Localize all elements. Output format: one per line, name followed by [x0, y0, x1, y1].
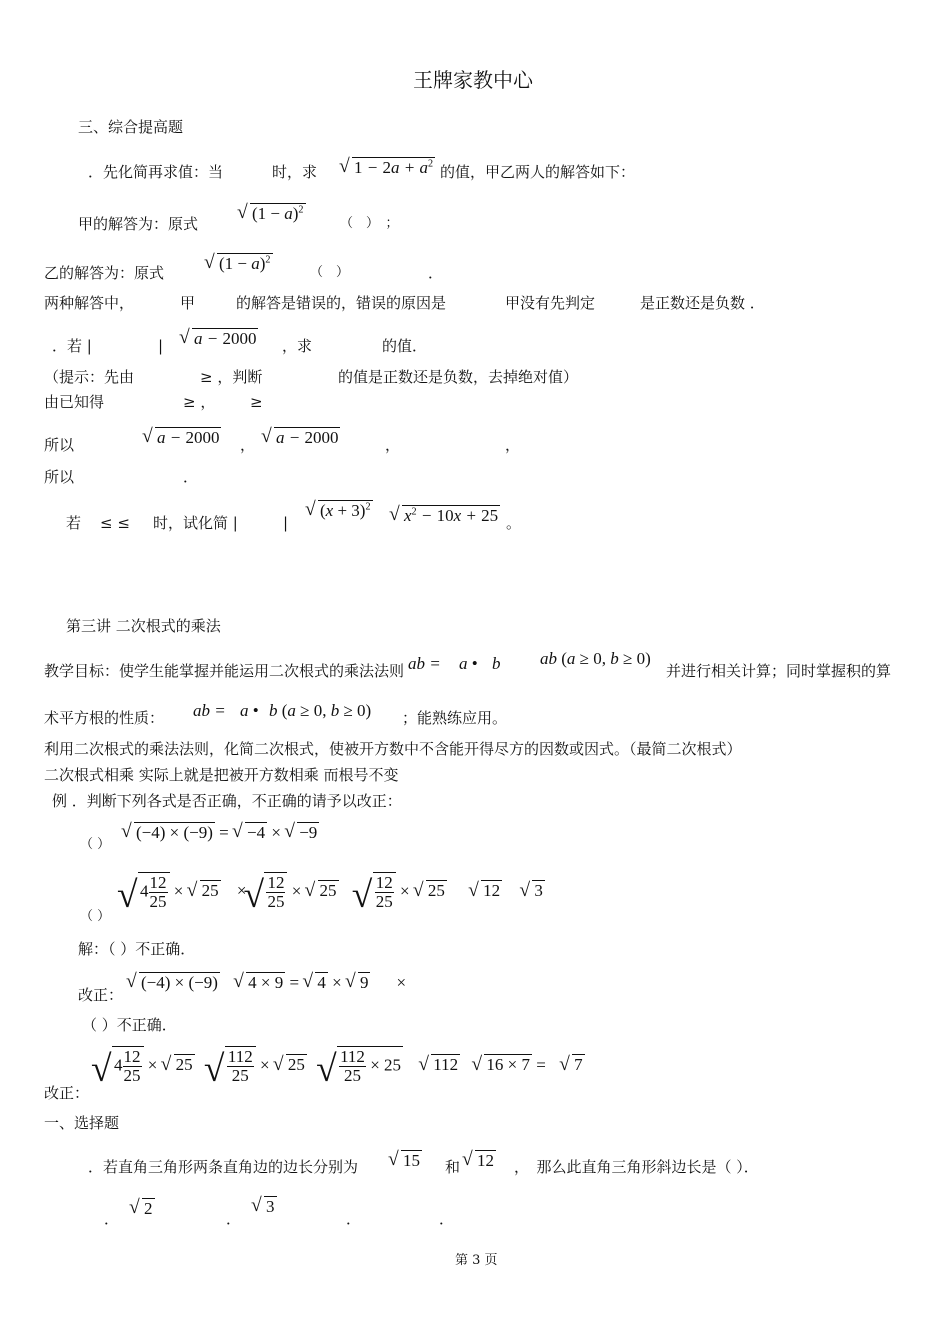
fix-label-1: 改正：	[78, 986, 124, 1004]
example-line: 例 ．判断下列各式是否正确，不正确的请予以改正：	[52, 792, 402, 810]
choice-heading: 一、选择题	[44, 1114, 120, 1132]
known-b: ≥ ，	[183, 393, 216, 411]
formula-sqrt-a-2000: √ a − 2000	[180, 328, 258, 347]
page-number: 第 3 页	[455, 1253, 498, 1268]
formula-sqrt-a-2000-b: √ a − 2000	[143, 427, 221, 446]
formula-jia: √ $(1 - a)^2$	[238, 203, 306, 222]
formula-ex1: √ (−4) × (−9) = √ −4 × √ −9	[122, 822, 319, 841]
q2-b: |	[158, 337, 164, 355]
goal-d: ；能熟练应用。	[402, 709, 508, 727]
formula-rule-1: ab = a • b	[408, 654, 501, 673]
option-b-value: √ 3	[252, 1196, 277, 1215]
conclusion-d: 甲没有先判定	[505, 294, 596, 312]
so2-dot: ．	[183, 468, 199, 486]
solution-1: 解：（ ）不正确．	[78, 940, 196, 958]
formula-sqrt-12: √ 12	[463, 1150, 496, 1169]
formula-rule-2: ab (a ≥ 0, b ≥ 0)	[540, 649, 651, 668]
formula-sqrt-a-2000-c: √ a − 2000	[262, 427, 340, 446]
formula-fix2: √ 4 $\frac{12}{25}$ × √ 25 √ $\frac{112}{25}$ × √ 25 √ $\frac{112}{25}$ × 25 √ 112 √ 16 × 7 = √ 7	[94, 1046, 585, 1085]
option-a-value: √ 2	[130, 1198, 155, 1217]
goal-c: 术平方根的性质：	[44, 709, 165, 727]
formula-sqrt-x2-10x-25: √ $x^2 - 10x + 25$	[390, 505, 500, 524]
so1-label: 所以	[44, 436, 75, 454]
formula-sqrt-15: √ 15	[389, 1150, 422, 1169]
so1-comma2: ，	[385, 436, 401, 454]
so1-comma1: ，	[240, 436, 256, 454]
solution-2: （ ）不正确．	[82, 1016, 177, 1034]
yi-paren: （ ）	[310, 265, 350, 280]
q1-intro-b: 时，求	[272, 163, 318, 181]
q2-a: ．若 |	[52, 337, 92, 355]
formula-yi: √ $(1 - a)^2$	[205, 253, 273, 272]
q3-b: ≤ ≤	[100, 514, 130, 532]
section-heading: 三、综合提高题	[78, 118, 184, 136]
q3-a: 若	[66, 514, 82, 532]
hint-c: 的值是正数还是负数，去掉绝对值）	[338, 368, 579, 386]
conclusion-a: 两种解答中，	[44, 294, 135, 312]
choice-q1-b: 和	[445, 1158, 461, 1176]
q2-c: ，求	[282, 337, 313, 355]
option-c-dot: ．	[346, 1210, 362, 1228]
goal-a: 教学目标：使学生能掌握并能运用二次根式的乘法法则	[44, 662, 405, 680]
conclusion-b: 甲	[180, 294, 196, 312]
option-d-dot: ．	[439, 1210, 455, 1228]
jia-label: 甲的解答为：原式	[78, 215, 199, 233]
formula-property: ab = a • b (a ≥ 0, b ≥ 0)	[193, 701, 372, 720]
yi-label: 乙的解答为：原式	[44, 264, 165, 282]
conclusion-e: 是正数还是负数 ．	[640, 294, 765, 312]
option-b-dot: ．	[226, 1210, 242, 1228]
formula-sqrt-1-2a-a2: √ $1 - 2a + a^2$	[340, 157, 435, 176]
yi-end: ．	[428, 264, 444, 282]
hint-a: （提示：先由	[44, 368, 135, 386]
formula-ex2: √ 4 $\frac{12}{25}$ × √ 25 × √ $\frac{12}{25}$ × √ 25 √ $\frac{12}{25}$ × √ 25 √ 12 √ 3	[120, 872, 545, 911]
conclusion-c: 的解答是错误的，错误的原因是	[236, 294, 447, 312]
option-a-dot: ．	[104, 1210, 120, 1228]
known-a: 由已知得	[44, 393, 105, 411]
jia-paren: （ ） ；	[340, 216, 399, 231]
formula-sqrt-x3-sq: √ $(x + 3)^2$	[306, 500, 373, 519]
so2-label: 所以	[44, 468, 75, 486]
q1-intro-c: 的值，甲乙两人的解答如下：	[440, 163, 636, 181]
q3-end: 。	[506, 514, 522, 532]
known-c: ≥	[250, 393, 263, 411]
choice-q1-c: ， 那么此直角三角形斜边长是（ ）．	[514, 1158, 759, 1176]
page-title: 王牌家教中心	[413, 68, 533, 92]
goal-b: 并进行相关计算；同时掌握积的算	[666, 662, 892, 680]
q2-d: 的值．	[382, 337, 428, 355]
so1-comma3: ，	[505, 436, 521, 454]
formula-fix1: √ (−4) × (−9) √ 4 × 9 = √ 4 × √ 9 ×	[127, 972, 406, 991]
use-line: 利用二次根式的乘法法则，化简二次根式，使被开方数中不含能开得尽方的因数或因式。（最简二次根式）	[44, 740, 742, 758]
mult-line: 二次根式相乘 实际上就是把被开方数相乘 而根号不变	[44, 766, 399, 784]
paren-1: （ ）	[80, 837, 111, 852]
lecture-title: 第三讲 二次根式的乘法	[66, 617, 221, 635]
hint-b: ≥ ，判断	[200, 368, 263, 386]
choice-q1-a: ．若直角三角形两条直角边的边长分别为	[88, 1158, 359, 1176]
fix-label-2: 改正：	[44, 1084, 90, 1102]
paren-2: （ ）	[80, 909, 111, 924]
q3-d: |	[283, 514, 289, 532]
q1-intro-a: ．先化简再求值：当	[88, 163, 224, 181]
q3-c: 时，试化简 |	[153, 514, 238, 532]
